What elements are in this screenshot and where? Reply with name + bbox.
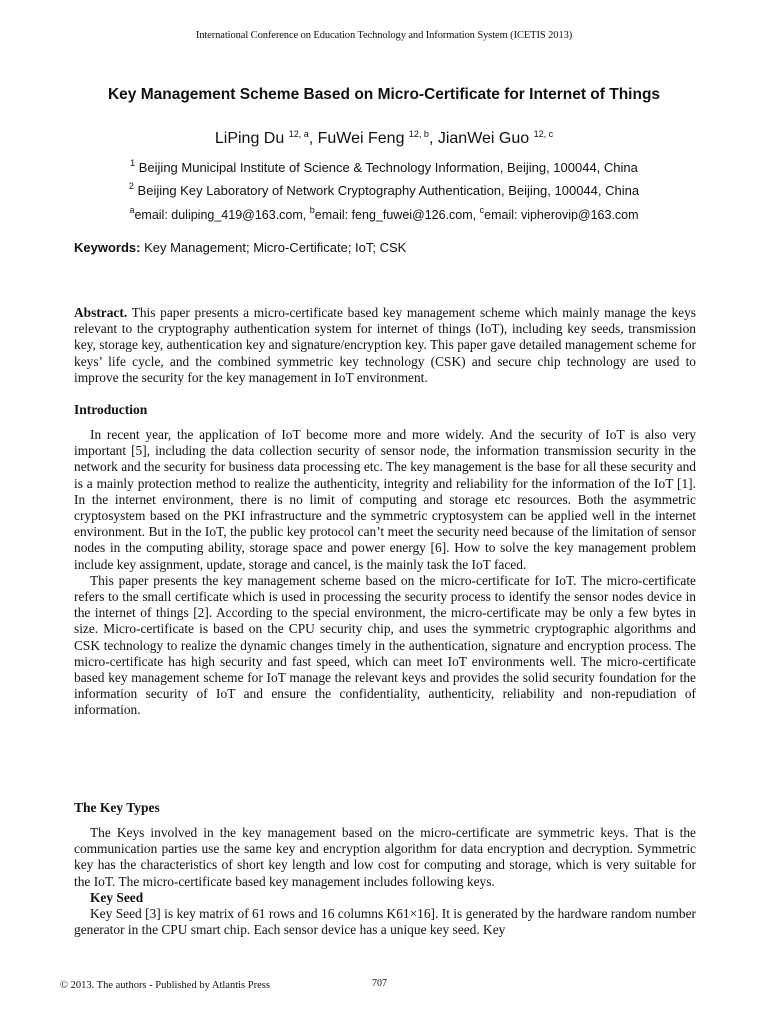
email-text: email: duliping_419@163.com, <box>134 208 310 222</box>
introduction-body <box>74 427 696 719</box>
author-affiliation-mark: 12, a <box>288 129 309 139</box>
conference-header: International Conference on Education Technology and Information System (ICETIS 2013) <box>195 30 573 41</box>
paragraph: In recent year, the application of IoT become more and more widely. And the security of IoT is also very important [5], including the data collection security of sensor node, the information transmission security in the network and the security for business data processing etc. The key management is the base for all these security and is a mainly protection method to realize the authenticity, integrity and reliability for the information of the IoT [1]. In the internet environment, there is no limit of computing and storage etc resources. Both the asymmetric cryptosystem based on the PKI infrastructure and the symmetric cryptosystem can be applied well in the internet environment. But in the IoT, the public key protocol can’t meet the security need because of the limitation of sensor nodes in the computing ability, storage space and power energy [6]. How to solve the key management problem include key assignment, update, storage and cancel, is the mainly task the IoT faced. <box>74 427 696 572</box>
author-affiliation-mark: 12, b <box>408 129 429 139</box>
email-text: email: feng_fuwei@126.com, <box>314 208 480 222</box>
keywords-text: Key Management; Micro-Certificate; IoT; CSK <box>140 240 407 255</box>
author-line: LiPing Du $^{12, a}$, FuWei Feng $^{12, b}$, JianWei Guo $^{12, c}$ <box>214 129 554 147</box>
keywords-line <box>74 240 406 255</box>
paragraph: This paper presents the key management scheme based on the micro-certificate for IoT. The micro-certificate refers to the small certificate which is used in processing the security process to identify the sensor nodes device in the internet of things [2]. According to the special environment, the micro-certificate may be only a few bytes in size. Micro-certificate is based on the CPU security chip, and uses the symmetric cryptographic algorithms and CSK technology to realize the dynamic changes timely in the authentication, signature and encryption process. The micro-certificate has high security and fast speed, which can meet IoT environments well. The micro-certificate based key management scheme for IoT manage the relevant keys and provides the solid security foundation for the information security of IoT and ensure the confidentiality, authenticity, reliability and non-repudiation of information. <box>74 572 696 718</box>
email-mark: b <box>309 205 315 215</box>
section-heading-introduction: Introduction <box>74 402 148 417</box>
affiliation-text: Beijing Key Laboratory of Network Cryptography Authentication, Beijing, 100044, China <box>137 183 640 198</box>
key-types-body <box>74 825 696 938</box>
email-mark: a <box>129 205 135 215</box>
copyright-footer: © 2013. The authors - Published by Atlantis Press <box>60 980 270 991</box>
keywords-label: Keywords: <box>74 240 141 255</box>
author-affiliation-mark: 12, c <box>533 129 554 139</box>
subsection-heading-key-seed: Key Seed <box>90 889 144 905</box>
abstract-text: This paper presents a micro-certificate based key management scheme which mainly manage the keys relevant to the cryptography authentication system for internet of things (IoT), including key seeds, transmission key, storage key, authentication key and signature/encryption key. This paper gave detailed management scheme for keys’ life cycle, and the combined symmetric key technology (CSK) and secure chip technology are used to improve the security for the key management in IoT environment. <box>74 305 696 385</box>
paragraph: The Keys involved in the key management based on the micro-certificate are symmetric keys. That is the communication parties use the same key and encryption algorithm for data encryption and decryption. Symmetric key has the characteristics of short key length and low cost for computing and storage, which is very suitable for the IoT. The micro-certificate based key management includes following keys. <box>74 825 696 889</box>
section-heading-key-types: The Key Types <box>74 800 160 815</box>
author-name: JianWei Guo <box>437 130 530 147</box>
affiliation-mark: 2 <box>128 181 134 191</box>
paragraph: Key Seed [3] is key matrix of 61 rows and 16 columns K61×16]. It is generated by the hardware random number generator in the CPU smart chip. Each sensor device has a unique key seed. Key <box>74 906 696 938</box>
affiliation-2 <box>0 181 768 198</box>
email-line <box>0 205 768 222</box>
email-mark: c <box>479 205 485 215</box>
affiliation-1 <box>0 158 768 175</box>
email-text: email: vipherovip@163.com <box>484 208 639 222</box>
author-name: FuWei Feng <box>317 130 405 147</box>
page-number: 707 <box>372 978 387 989</box>
author-name: LiPing Du <box>214 130 285 147</box>
abstract-label: Abstract. <box>74 305 128 320</box>
abstract <box>74 305 696 386</box>
affiliation-text: Beijing Municipal Institute of Science & Technology Information, Beijing, 100044, China <box>138 160 638 175</box>
paper-title: Key Management Scheme Based on Micro-Certificate for Internet of Things <box>107 86 661 103</box>
affiliation-mark: 1 <box>130 158 136 168</box>
